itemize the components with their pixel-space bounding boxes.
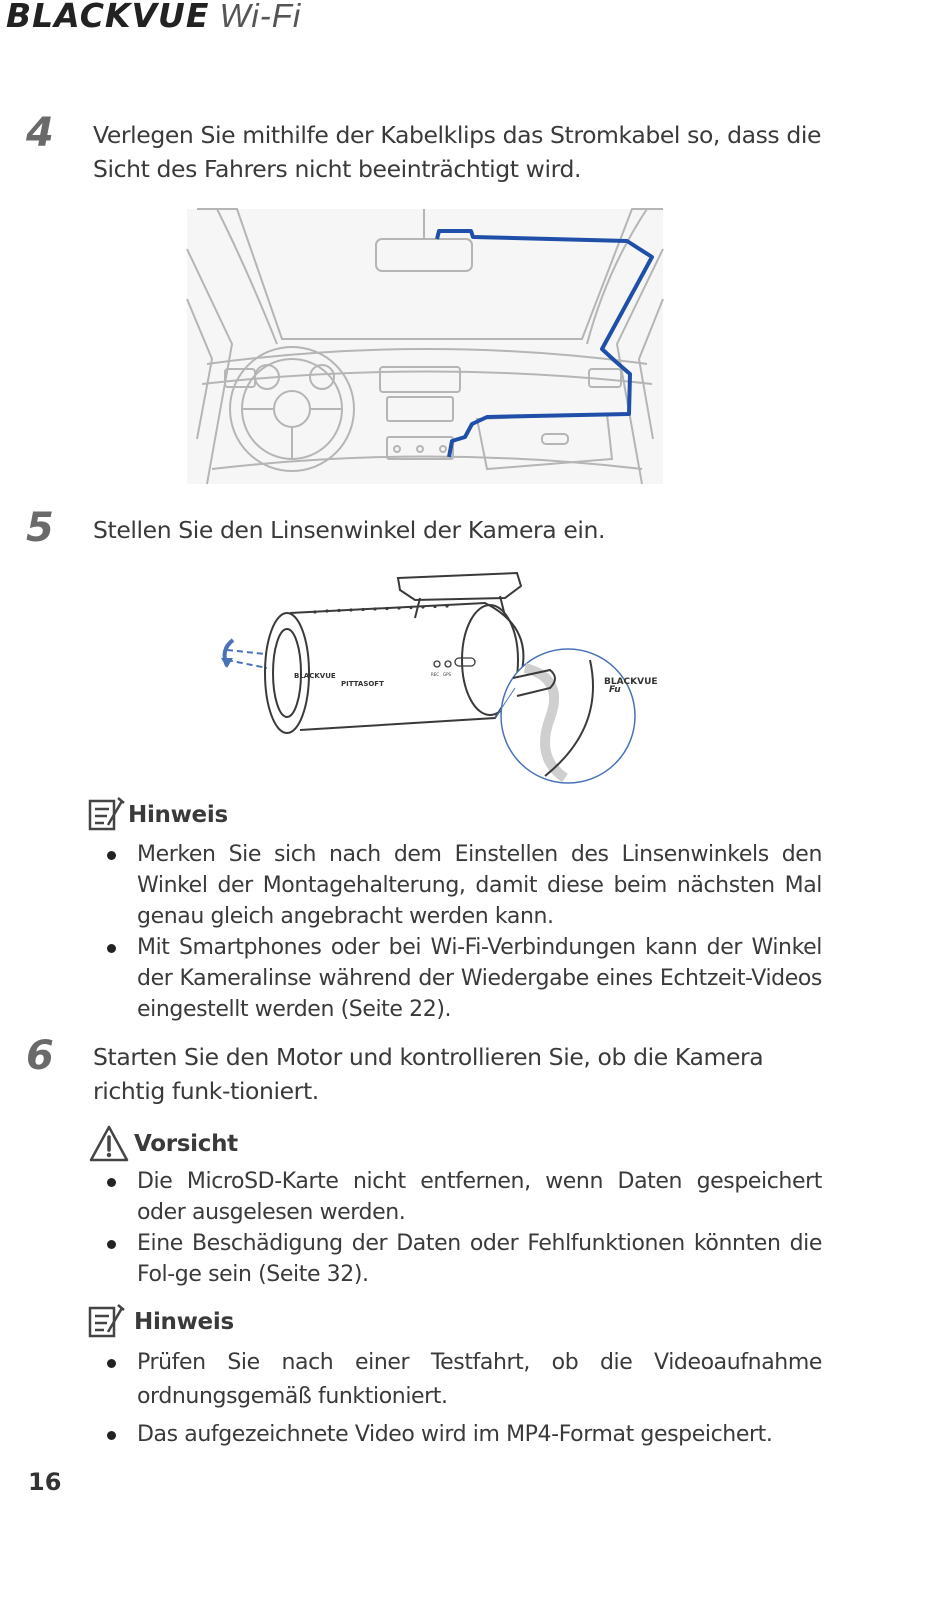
note-2-header — [86, 1302, 234, 1342]
list-item-text: Die MicroSD-Karte nicht entfernen, wenn Daten gespeichert oder ausgelesen werden. — [137, 1169, 822, 1225]
magnifier-model-label: Fu — [609, 685, 621, 695]
step-6-text: Starten Sie den Motor und kontrollieren Sie, ob die Kamera richtig funk-tioniert. — [93, 1043, 764, 1105]
bullet-icon — [107, 1431, 116, 1440]
bullet-icon — [107, 1359, 116, 1368]
bullet-icon — [107, 1240, 116, 1249]
note-2-list — [100, 1346, 822, 1456]
bullet-icon — [107, 1178, 116, 1187]
step-6-number: 6 — [26, 1033, 54, 1079]
list-item-text: Das aufgezeichnete Video wird im MP4-Format gespeichert. — [137, 1422, 773, 1447]
caution-header — [86, 1124, 238, 1164]
led-gps-label: GPS — [443, 672, 452, 677]
magnifier-brand-label: BLACKVUE — [604, 677, 658, 687]
note-icon — [86, 1302, 126, 1342]
list-item — [100, 1418, 822, 1452]
warning-icon — [86, 1124, 132, 1164]
page-number: 16 — [28, 1468, 62, 1496]
caution-title: Vorsicht — [134, 1131, 238, 1157]
list-item — [100, 1228, 822, 1290]
brand-logo — [6, 0, 301, 35]
camera-brand-label: BLACKVUE — [294, 672, 336, 680]
note-1-list — [100, 839, 822, 1025]
list-item-text: Eine Beschädigung der Daten oder Fehlfunktionen könnten die Fol-ge sein (Seite 32). — [137, 1231, 822, 1287]
step-4-text: Verlegen Sie mithilfe der Kabelklips das Stromkabel so, dass die Sicht des Fahrers nicht beeinträchtigt wird. — [93, 121, 822, 183]
dashcam-lens-illustration — [205, 568, 658, 780]
led-rec-label: REC — [431, 672, 440, 677]
note-icon — [86, 795, 126, 835]
list-item — [100, 1166, 822, 1228]
list-item-text: Mit Smartphones oder bei Wi-Fi-Verbindungen kann der Winkel der Kameralinse während der Wiedergabe eines Echtzeit-Videos eingestellt werden (Seite 22). — [137, 935, 822, 1022]
list-item-text: Prüfen Sie nach einer Testfahrt, ob die Videoaufnahme ordnungsgemäß funktioniert. — [137, 1350, 822, 1409]
camera-maker-label: PITTASOFT — [341, 680, 384, 688]
lens-angle-magnifier — [501, 649, 658, 783]
note-1-title: Hinweis — [128, 802, 228, 828]
list-item — [100, 839, 822, 932]
note-1-header — [86, 795, 228, 835]
brand-name: BLACKVUE — [6, 0, 210, 35]
list-item — [100, 932, 822, 1025]
bullet-icon — [107, 851, 116, 860]
brand-suffix: Wi-Fi — [219, 0, 302, 34]
step-5-text: Stellen Sie den Linsenwinkel der Kamera ein. — [93, 516, 606, 544]
bullet-icon — [107, 944, 116, 953]
list-item — [100, 1346, 822, 1414]
note-2-title: Hinweis — [134, 1309, 234, 1335]
caution-list — [100, 1166, 822, 1290]
list-item-text: Merken Sie sich nach dem Einstellen des Linsenwinkels den Winkel der Montagehalterung, damit diese beim nächsten Mal genau gleich angebracht werden kann. — [137, 842, 822, 929]
car-interior-illustration — [187, 209, 663, 484]
step-5-number: 5 — [26, 505, 54, 551]
step-4-number: 4 — [26, 110, 54, 156]
